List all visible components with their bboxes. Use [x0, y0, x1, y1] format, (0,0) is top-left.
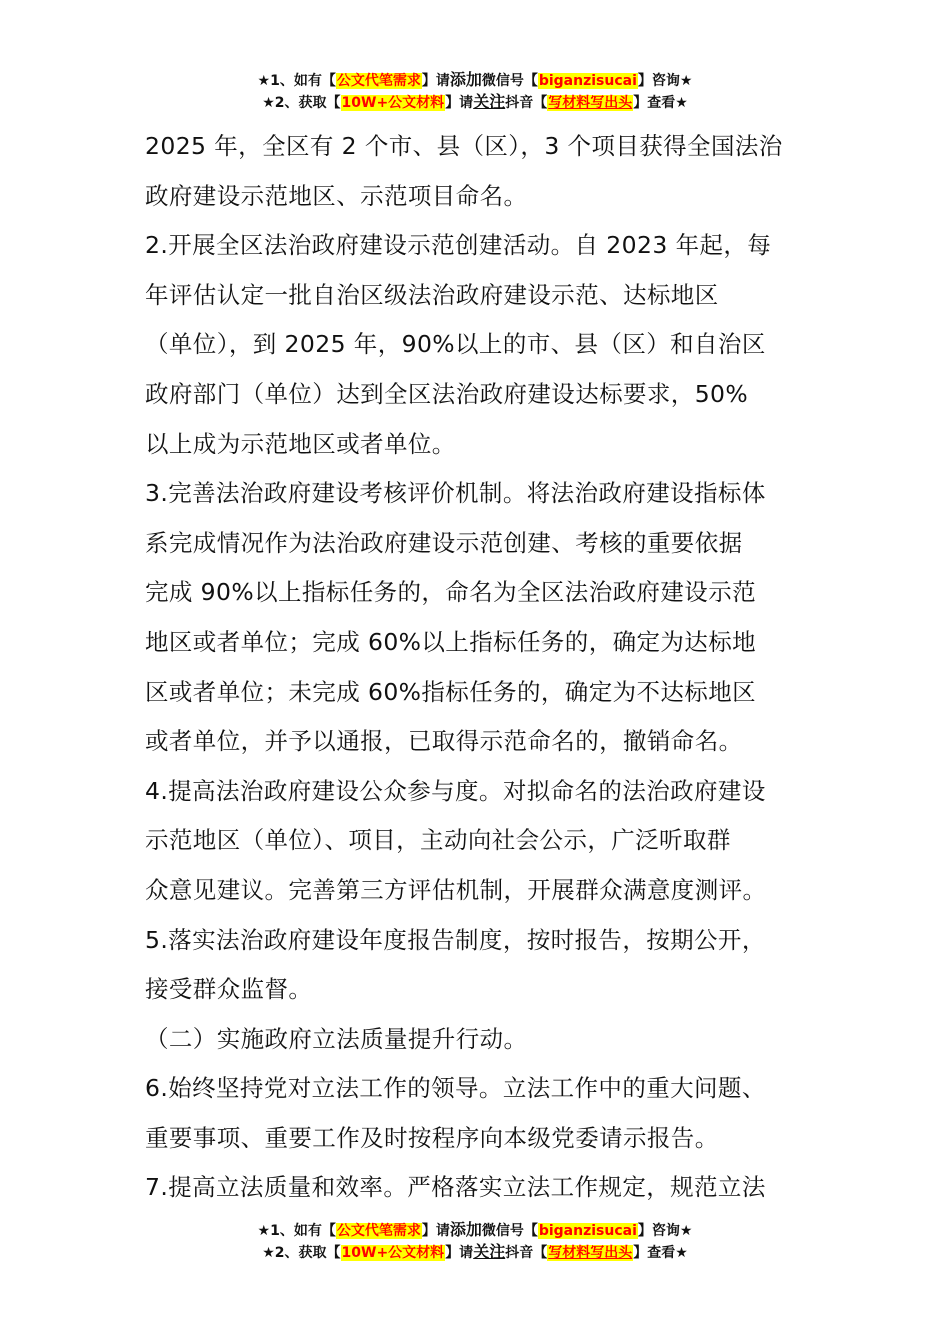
banner-line-2 — [0, 1241, 950, 1263]
banner-text: 】咨询★ — [637, 1223, 693, 1239]
body-line: 众意见建议。完善第三方评估机制，开展群众满意度测评。 — [145, 875, 767, 904]
body-line: 地区或者单位；完成 60%以上指标任务的，确定为达标地 — [145, 627, 757, 656]
body-line: 接受群众监督。 — [145, 975, 313, 1004]
banner-emphasis: 添加 — [449, 1220, 482, 1239]
banner-text: 抖音【 — [505, 95, 548, 111]
body-line: 或者单位，并予以通报，已取得示范命名的，撤销命名。 — [145, 727, 743, 756]
banner-text: 】请 — [445, 1245, 474, 1261]
star-icon: ★ — [257, 1223, 271, 1239]
body-line: 7.提高立法质量和效率。严格落实立法工作规定，规范立法 — [145, 1173, 766, 1202]
banner-line-2 — [0, 91, 950, 113]
header-banner — [0, 69, 950, 113]
body-line: 政府建设示范地区、示范项目命名。 — [145, 181, 528, 210]
banner-text: 】咨询★ — [637, 73, 693, 89]
banner-text: 1、如有【 — [270, 73, 336, 89]
star-icon: ★ — [262, 1245, 275, 1261]
banner-text: 】查看★ — [633, 95, 688, 111]
document-body — [145, 122, 810, 1213]
banner-text: 微信号【 — [481, 1223, 538, 1239]
body-line: 以上成为示范地区或者单位。 — [145, 429, 456, 458]
wechat-id-highlight: biganzisucai — [538, 73, 637, 89]
banner-text: 2、获取【 — [274, 1245, 341, 1261]
body-line: 完成 90%以上指标任务的，命名为全区法治政府建设示范 — [145, 578, 757, 607]
body-line: 政府部门（单位）达到全区法治政府建设达标要求，50% — [145, 379, 749, 408]
banner-emphasis: 关注 — [473, 92, 506, 111]
body-line: 2.开展全区法治政府建设示范创建活动。自 2023 年起，每 — [145, 231, 772, 260]
wechat-id-highlight: biganzisucai — [538, 1223, 637, 1239]
banner-emphasis: 添加 — [449, 70, 482, 89]
banner-text: 抖音【 — [505, 1245, 548, 1261]
star-icon: ★ — [262, 95, 275, 111]
body-line: 2025 年，全区有 2 个市、县（区），3 个项目获得全国法治 — [145, 132, 783, 160]
footer-banner — [0, 1219, 950, 1263]
materials-highlight: 10W+公文材料 — [341, 1245, 445, 1261]
body-line: （单位），到 2025 年，90%以上的市、县（区）和自治区 — [145, 330, 766, 359]
body-line: 区或者单位；未完成 60%指标任务的，确定为不达标地区 — [145, 677, 757, 706]
douyin-account-highlight: 写材料写出头 — [548, 1245, 633, 1261]
douyin-account-highlight: 写材料写出头 — [548, 95, 633, 111]
body-line: 3.完善法治政府建设考核评价机制。将法治政府建设指标体 — [145, 479, 766, 508]
banner-text: 2、获取【 — [274, 95, 341, 111]
banner-line-1 — [0, 1219, 950, 1241]
body-line: 示范地区（单位）、项目，主动向社会公示，广泛听取群 — [145, 826, 731, 855]
body-line: 系完成情况作为法治政府建设示范创建、考核的重要依据 — [145, 528, 743, 557]
body-line: 6.始终坚持党对立法工作的领导。立法工作中的重大问题、 — [145, 1074, 766, 1103]
service-highlight: 公文代笔需求 — [336, 73, 421, 89]
section-heading: （二）实施政府立法质量提升行动。 — [145, 1024, 528, 1053]
banner-text: 1、如有【 — [270, 1223, 336, 1239]
banner-text: 微信号【 — [481, 73, 538, 89]
banner-emphasis: 关注 — [473, 1242, 506, 1261]
body-line: 年评估认定一批自治区级法治政府建设示范、达标地区 — [145, 280, 719, 309]
banner-text: 】请 — [421, 1223, 450, 1239]
materials-highlight: 10W+公文材料 — [341, 95, 445, 111]
banner-text: 】请 — [445, 95, 474, 111]
body-line: 重要事项、重要工作及时按程序向本级党委请示报告。 — [145, 1123, 719, 1152]
banner-text: 】查看★ — [633, 1245, 688, 1261]
service-highlight: 公文代笔需求 — [336, 1223, 421, 1239]
body-line: 5.落实法治政府建设年度报告制度，按时报告，按期公开， — [145, 925, 766, 954]
body-line: 4.提高法治政府建设公众参与度。对拟命名的法治政府建设 — [145, 776, 766, 805]
banner-text: 】请 — [421, 73, 450, 89]
banner-line-1 — [0, 69, 950, 91]
star-icon: ★ — [257, 73, 271, 89]
